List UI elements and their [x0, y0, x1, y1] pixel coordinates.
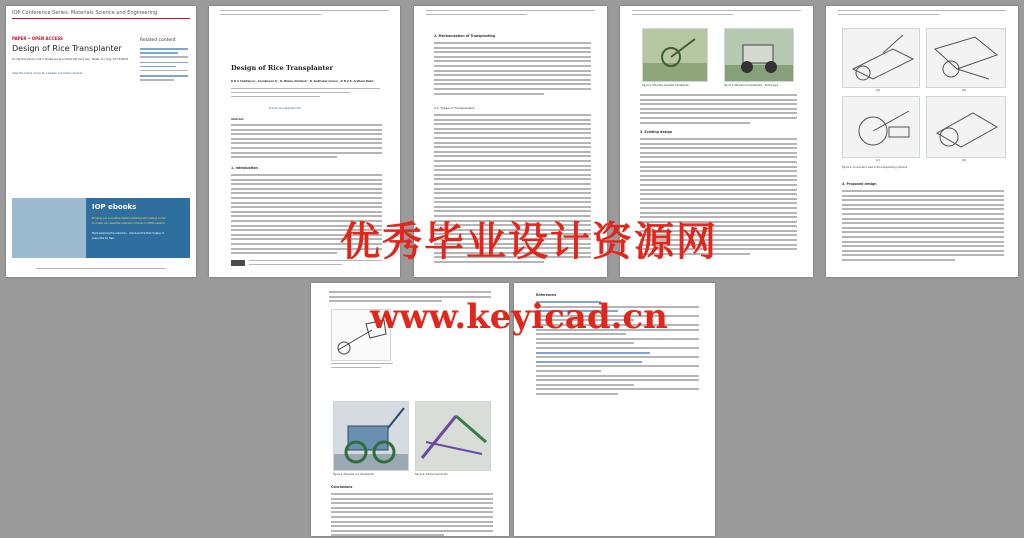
page-5-proposed-design — [826, 6, 1018, 277]
section-mechanization: 2. Mechanization of Transplanting — [434, 34, 496, 38]
header-rule — [12, 18, 190, 19]
figure-label-b: (b) — [962, 88, 967, 92]
figure-3b-drawing — [926, 28, 1006, 88]
cover-title: Design of Rice Transplanter — [12, 44, 122, 53]
figure-3d-drawing — [926, 96, 1006, 158]
cc-license-badge — [231, 260, 245, 266]
figure-2-photo — [724, 28, 794, 82]
subsection-types: 2.1. Types of Transplanters — [434, 106, 475, 110]
ebooks-advert[interactable] — [12, 198, 190, 258]
view-article-link[interactable]: View the article online for updates and enhancements. — [12, 72, 84, 75]
section-introduction: 1. Introduction — [231, 166, 258, 170]
section-existing-design: 3. Existing design — [640, 130, 673, 134]
figure-2-caption: Figure 2. Mechanical transplanter – Riding type — [724, 84, 779, 87]
figure-label-d: (d) — [962, 158, 967, 162]
figure-3c-drawing — [842, 96, 920, 158]
advert-image — [12, 198, 86, 258]
section-proposed-design: 4. Proposed design — [842, 182, 877, 186]
figure-5-proposed-transplanter — [333, 401, 409, 471]
figure-6-planter-mechanism — [415, 401, 491, 471]
figure-6-caption: Figure 6. Planter mechanism — [415, 473, 448, 476]
figure-3-caption: Figure 3. An isometric view of the transplanting machine — [842, 166, 908, 169]
page-1-cover — [6, 6, 196, 277]
figure-1-photo — [642, 28, 708, 82]
section-references: References — [536, 293, 557, 297]
section-conclusions: Conclusions — [331, 485, 353, 489]
advert-line-2: to create your essential collection of books in STEM research. — [92, 222, 166, 225]
abstract-label: Abstract. — [231, 118, 245, 121]
paper-title: Design of Rice Transplanter — [231, 64, 333, 72]
watermark-url: www.keyicad.cn — [370, 297, 668, 337]
watermark-chinese: 优秀毕业设计资源网 — [340, 219, 718, 265]
advert-line-3: Start exploring the collection - download the first chapter of — [92, 232, 164, 235]
advert-line-1: Bringing you innovative digital publishing with leading voices — [92, 217, 166, 220]
journal-header: IOP Conference Series: Materials Science and Engineering — [12, 10, 158, 16]
figure-3a-drawing — [842, 28, 920, 88]
advert-line-4: every title for free. — [92, 237, 115, 240]
cite-text: To cite this article: D N V Chaitanya et al 2019 IOP Conf. Ser.: Mater. Sci. Eng. 577 012021 — [12, 58, 129, 61]
advert-brand: IOP ebooks — [92, 203, 137, 211]
figure-label-a: (a) — [876, 88, 881, 92]
paper-tag: PAPER • OPEN ACCESS — [12, 36, 63, 41]
author-email: E-mail: arun@gmail.com — [269, 107, 301, 110]
related-content-heading: Related content — [140, 38, 176, 43]
author-list: D N V Chaitanya¹, Arunkumar G¹, D. Bhanu Akhilesh¹, B. Sudhakar Israne¹, D N V S. Ardheni Babu¹ — [231, 80, 375, 83]
figure-5-caption: Figure 5. Proposed rice transplanter — [333, 473, 375, 476]
figure-label-c: (c) — [876, 158, 880, 162]
figure-1-caption: Figure 1. Manually operated transplanter — [642, 84, 689, 87]
